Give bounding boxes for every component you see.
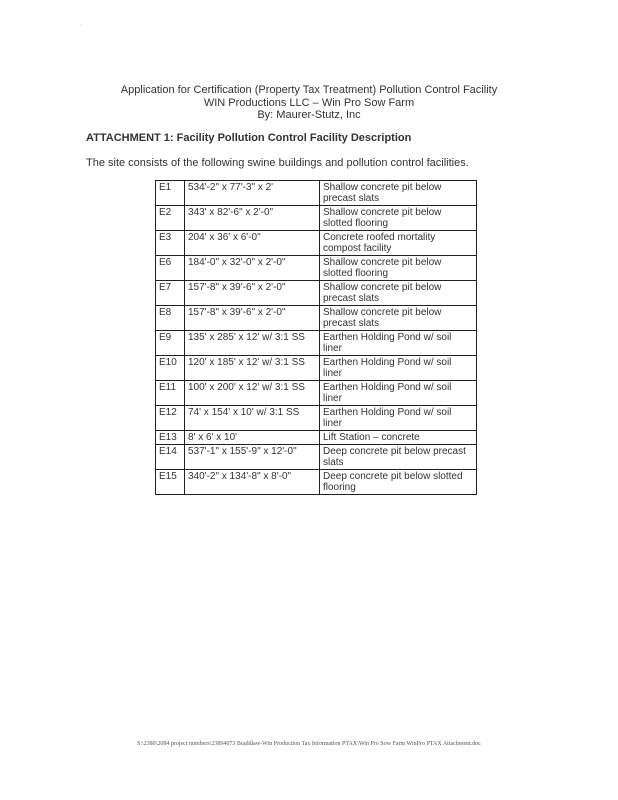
attachment-title: ATTACHMENT 1: Facility Pollution Control Facility Description: [86, 132, 412, 144]
facility-dimensions: 120' x 185' x 12' w/ 3:1 SS: [185, 356, 320, 381]
facility-dimensions: 343' x 82'-6" x 2'-0": [185, 206, 320, 231]
facility-id: E8: [156, 306, 185, 331]
facility-id: E14: [156, 445, 185, 470]
table-row: [156, 381, 477, 406]
facility-id: E12: [156, 406, 185, 431]
facility-dimensions: 534'-2" x 77'-3" x 2': [185, 181, 320, 206]
file-path-footer: S:\2380\2084 project numbers\23894073 Braddlaw-Win Production Tax Information PTAX\Win Pro Sow Farm WinPro PTAX Attachment.doc: [137, 741, 481, 747]
table-row: [156, 431, 477, 445]
facility-description: Concrete roofed mortality compost facility: [320, 231, 477, 256]
facility-id: E11: [156, 381, 185, 406]
facility-dimensions: 74' x 154' x 10' w/ 3:1 SS: [185, 406, 320, 431]
table-row: [156, 256, 477, 281]
facility-id: E9: [156, 331, 185, 356]
table-row: [156, 306, 477, 331]
table-row: [156, 406, 477, 431]
header-title: Application for Certification (Property Tax Treatment) Pollution Control Facility: [120, 84, 498, 96]
table-row: [156, 281, 477, 306]
table-row: [156, 331, 477, 356]
facility-dimensions: 184'-0" x 32'-0" x 2'-0": [185, 256, 320, 281]
facility-description: Deep concrete pit below precast slats: [320, 445, 477, 470]
facility-description: Earthen Holding Pond w/ soil liner: [320, 356, 477, 381]
facility-dimensions: 157'-8" x 39'-6" x 2'-0": [185, 281, 320, 306]
facility-id: E1: [156, 181, 185, 206]
facility-dimensions: 340'-2" x 134'-8" x 8'-0": [185, 470, 320, 495]
facility-id: E3: [156, 231, 185, 256]
facility-id: E10: [156, 356, 185, 381]
facility-description: Earthen Holding Pond w/ soil liner: [320, 406, 477, 431]
facility-dimensions: 135' x 285' x 12' w/ 3:1 SS: [185, 331, 320, 356]
facility-dimensions: 8' x 6' x 10': [185, 431, 320, 445]
table-row: [156, 470, 477, 495]
header-company: WIN Productions LLC – Win Pro Sow Farm: [203, 96, 415, 109]
facility-description: Earthen Holding Pond w/ soil liner: [320, 381, 477, 406]
facility-description: Shallow concrete pit below precast slats: [320, 281, 477, 306]
header-author: By: Maurer-Stutz, Inc: [257, 109, 361, 121]
facility-dimensions: 204' x 36' x 6'-0": [185, 231, 320, 256]
intro-text: The site consists of the following swine buildings and pollution control facilities.: [86, 157, 469, 169]
table-row: [156, 231, 477, 256]
facilities-table: [155, 180, 477, 495]
facility-description: Shallow concrete pit below precast slats: [320, 306, 477, 331]
table-row: [156, 181, 477, 206]
facility-description: Shallow concrete pit below slotted flooring: [320, 256, 477, 281]
facility-description: Lift Station – concrete: [320, 431, 477, 445]
facility-description: Shallow concrete pit below slotted flooring: [320, 206, 477, 231]
document-header: [0, 84, 618, 122]
facility-description: Earthen Holding Pond w/ soil liner: [320, 331, 477, 356]
facility-id: E6: [156, 256, 185, 281]
facility-dimensions: 157'-8" x 39'-6" x 2'-0": [185, 306, 320, 331]
table-row: [156, 206, 477, 231]
facility-dimensions: 537'-1" x 155'-9" x 12'-0": [185, 445, 320, 470]
facility-id: E13: [156, 431, 185, 445]
facility-id: E7: [156, 281, 185, 306]
table-row: [156, 445, 477, 470]
facility-description: Shallow concrete pit below precast slats: [320, 181, 477, 206]
facility-dimensions: 100' x 200' x 12' w/ 3:1 SS: [185, 381, 320, 406]
scan-mark: ·: [80, 22, 83, 29]
facility-description: Deep concrete pit below slotted flooring: [320, 470, 477, 495]
facility-id: E2: [156, 206, 185, 231]
facility-id: E15: [156, 470, 185, 495]
table-row: [156, 356, 477, 381]
